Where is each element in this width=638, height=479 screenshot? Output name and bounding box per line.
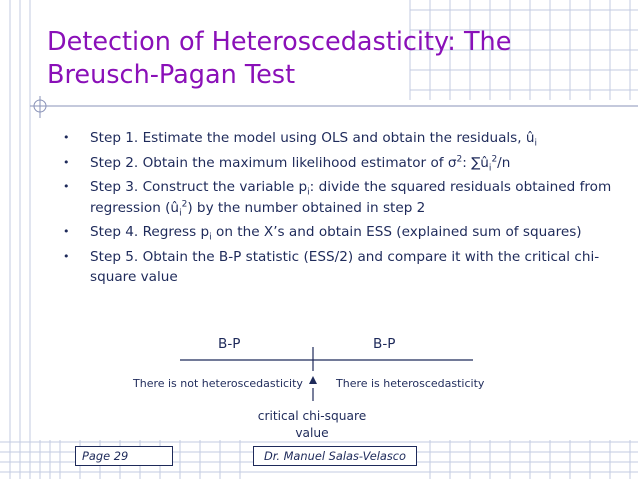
- heteroscedasticity-caption: There is heteroscedasticity: [336, 377, 485, 390]
- title-rule: [30, 96, 638, 118]
- list-item: • Step 3. Construct the variable $p_i$: divide the squared residuals obtained from regression $(û_i^2)$ by the number obtained in step 2: [63, 179, 612, 219]
- list-item: • Step 1. Estimate the model using OLS and obtain the residuals, $û_i$: [63, 130, 538, 149]
- bullet-icon: •: [63, 249, 70, 263]
- left-bp-label: B-P: [218, 336, 241, 352]
- list-item: • Step 5. Obtain the B-P statistic (ESS/2) and compare it with the critical chi-square value: [63, 248, 600, 285]
- decision-axis: [180, 347, 473, 401]
- page-number: Page 29: [75, 446, 173, 466]
- slide-title: Detection of Heteroscedasticity: The Breusch-Pagan Test: [47, 27, 512, 90]
- steps-list: [60, 128, 620, 292]
- critical-value-label: critical chi-square value: [257, 409, 367, 440]
- right-bp-label: B-P: [373, 336, 396, 352]
- author-footer: Dr. Manuel Salas-Velasco: [253, 446, 417, 466]
- list-item: • Step 4. Regress $p_i$ on the X’s and obtain ESS (explained sum of squares): [63, 224, 582, 243]
- bullet-icon: •: [63, 180, 70, 193]
- no-heteroscedasticity-caption: There is not heteroscedasticity: [133, 377, 303, 390]
- arrow-up-icon: [309, 376, 317, 384]
- bullet-icon: •: [63, 131, 70, 144]
- bullet-icon: •: [63, 155, 70, 169]
- list-item: • Step 2. Obtain the maximum likelihood estimator of $\sigma^2$: $\sum û_i^2/n$: [63, 153, 511, 174]
- bullet-icon: •: [63, 225, 70, 238]
